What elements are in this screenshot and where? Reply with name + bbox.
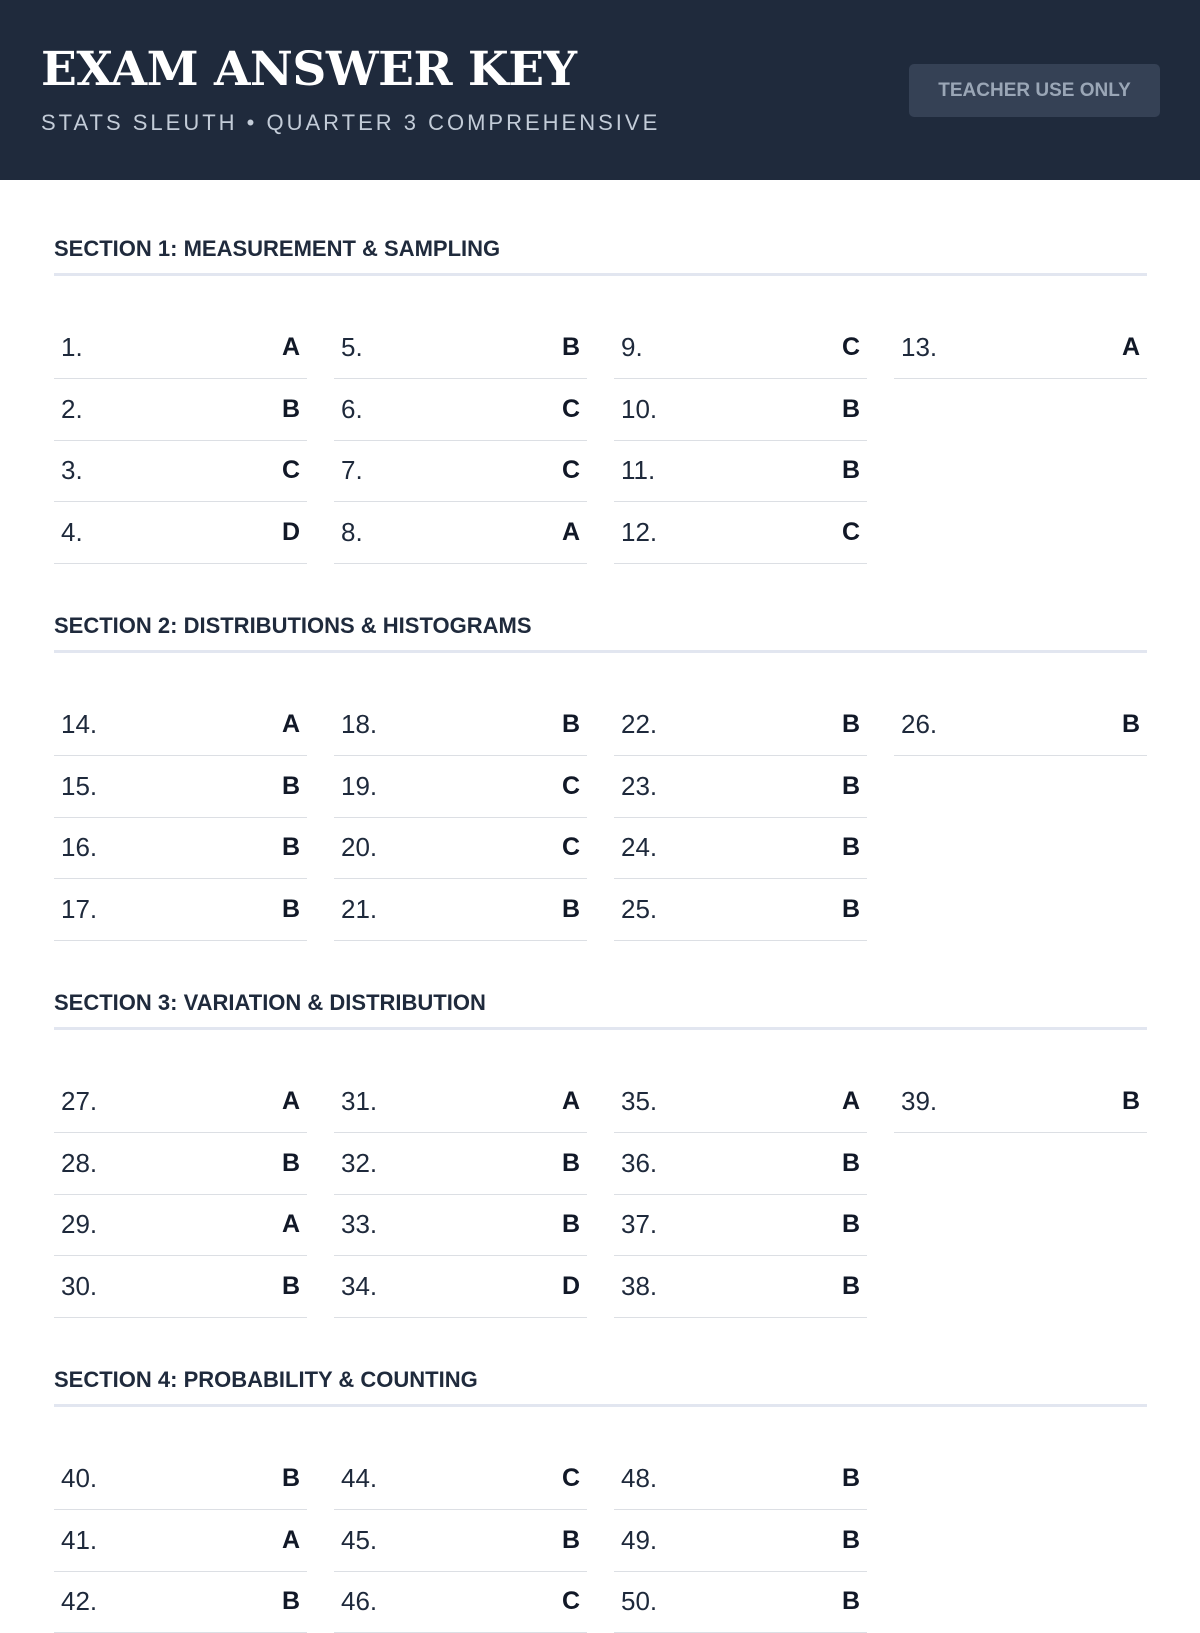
answer-row	[334, 818, 587, 879]
answer-row	[334, 1572, 587, 1633]
answer-letter: D	[281, 518, 300, 547]
answer-letter: B	[281, 895, 300, 924]
answer-letter: B	[281, 1587, 300, 1616]
answer-row	[54, 1195, 307, 1256]
question-number: 27.	[61, 1086, 98, 1116]
answer-letter: B	[841, 1464, 860, 1492]
answer-row	[614, 695, 867, 756]
answer-letter: B	[841, 1525, 860, 1554]
question-number: 14.	[61, 709, 98, 739]
answer-letter: C	[561, 833, 580, 862]
question-number: 18.	[341, 709, 378, 739]
question-number: 33.	[341, 1209, 378, 1240]
question-number: 19.	[341, 770, 378, 801]
answer-row	[614, 757, 867, 818]
question-number: 29.	[61, 1209, 98, 1240]
answer-letter: B	[561, 1210, 580, 1239]
question-number: 2.	[61, 393, 83, 424]
question-number: 31.	[341, 1086, 378, 1116]
answer-letter: A	[841, 1087, 860, 1115]
question-number: 1.	[61, 332, 83, 362]
answer-row	[894, 695, 1147, 756]
answer-letter: B	[841, 456, 860, 485]
question-number: 44.	[341, 1463, 378, 1493]
answer-letter: A	[281, 333, 300, 361]
answer-row	[614, 318, 867, 379]
answer-letter: B	[841, 394, 860, 423]
question-number: 3.	[61, 455, 83, 486]
answer-letter: C	[561, 1464, 580, 1492]
question-number: 15.	[61, 770, 98, 801]
answer-letter: B	[561, 710, 580, 738]
question-number: 21.	[341, 894, 378, 925]
question-number: 35.	[621, 1086, 658, 1116]
answer-row	[334, 880, 587, 941]
question-number: 22.	[621, 709, 658, 739]
question-number: 10.	[621, 393, 658, 424]
answer-row	[54, 441, 307, 502]
answer-letter: B	[841, 1272, 860, 1301]
answer-letter: B	[281, 1464, 300, 1492]
answer-row	[54, 1134, 307, 1195]
question-number: 26.	[901, 709, 938, 739]
answer-row	[614, 1449, 867, 1510]
question-number: 11.	[621, 455, 656, 486]
answer-row	[894, 318, 1147, 379]
question-number: 42.	[61, 1586, 98, 1617]
answer-letter: C	[841, 518, 860, 547]
answer-letter: B	[841, 710, 860, 738]
answer-letter: B	[561, 895, 580, 924]
page-title: EXAM ANSWER KEY	[41, 42, 577, 97]
section-divider	[54, 1404, 1147, 1407]
answer-row	[54, 503, 307, 564]
answer-letter: B	[1121, 710, 1140, 738]
answer-row	[614, 1257, 867, 1318]
question-number: 23.	[621, 770, 658, 801]
answer-row	[614, 1134, 867, 1195]
question-number: 16.	[61, 832, 98, 863]
section-divider	[54, 650, 1147, 653]
teacher-use-badge: TEACHER USE ONLY	[909, 64, 1160, 117]
answer-row	[614, 380, 867, 441]
answer-letter: B	[561, 1148, 580, 1177]
question-number: 12.	[621, 517, 658, 548]
answer-letter: C	[561, 771, 580, 800]
answer-row	[334, 441, 587, 502]
section-title: SECTION 2: DISTRIBUTIONS & HISTOGRAMS	[54, 613, 532, 638]
answer-row	[54, 757, 307, 818]
question-number: 9.	[621, 332, 643, 362]
question-number: 8.	[341, 517, 363, 548]
question-number: 4.	[61, 517, 83, 548]
question-number: 5.	[341, 332, 363, 362]
question-number: 28.	[61, 1147, 98, 1178]
question-number: 24.	[621, 832, 658, 863]
question-number: 37.	[621, 1209, 658, 1240]
question-number: 25.	[621, 894, 658, 925]
answer-row	[54, 695, 307, 756]
answer-letter: A	[281, 1087, 300, 1115]
question-number: 48.	[621, 1463, 658, 1493]
answer-row	[334, 1195, 587, 1256]
answer-letter: C	[561, 1587, 580, 1616]
question-number: 30.	[61, 1271, 98, 1302]
answer-row	[614, 880, 867, 941]
answer-letter: D	[561, 1272, 580, 1301]
question-number: 7.	[341, 455, 363, 486]
answer-row	[334, 1449, 587, 1510]
question-number: 20.	[341, 832, 378, 863]
section-divider	[54, 273, 1147, 276]
answer-letter: A	[281, 1210, 300, 1239]
answer-row	[334, 757, 587, 818]
answer-row	[894, 1072, 1147, 1133]
answer-row	[54, 880, 307, 941]
answer-letter: B	[841, 1148, 860, 1177]
answer-row	[54, 818, 307, 879]
answer-letter: A	[1121, 333, 1140, 361]
answer-row	[334, 1072, 587, 1133]
answer-row	[54, 1072, 307, 1133]
question-number: 36.	[621, 1147, 658, 1178]
answer-row	[614, 1572, 867, 1633]
answer-letter: B	[561, 1525, 580, 1554]
question-number: 17.	[61, 894, 98, 925]
answer-row	[614, 1511, 867, 1572]
answer-row	[614, 441, 867, 502]
section-title: SECTION 4: PROBABILITY & COUNTING	[54, 1367, 478, 1392]
header	[0, 0, 1200, 180]
answer-letter: A	[561, 1087, 580, 1115]
answer-letter: B	[281, 394, 300, 423]
answer-row	[334, 318, 587, 379]
question-number: 46.	[341, 1586, 378, 1617]
answer-letter: B	[841, 833, 860, 862]
answer-row	[334, 380, 587, 441]
answer-letter: B	[561, 333, 580, 361]
answer-letter: A	[281, 1525, 300, 1554]
answer-row	[334, 1257, 587, 1318]
question-number: 45.	[341, 1524, 378, 1555]
question-number: 39.	[901, 1086, 938, 1116]
question-number: 49.	[621, 1524, 658, 1555]
answer-row	[334, 695, 587, 756]
answer-letter: B	[281, 1272, 300, 1301]
question-number: 32.	[341, 1147, 378, 1178]
answer-letter: B	[841, 1587, 860, 1616]
answer-letter: C	[561, 394, 580, 423]
section-title: SECTION 3: VARIATION & DISTRIBUTION	[54, 990, 486, 1015]
answer-letter: B	[1121, 1087, 1140, 1115]
answer-row	[54, 1572, 307, 1633]
answer-letter: C	[561, 456, 580, 485]
answer-letter: A	[281, 710, 300, 738]
answer-row	[54, 380, 307, 441]
question-number: 50.	[621, 1586, 658, 1617]
answer-letter: B	[841, 1210, 860, 1239]
answer-row	[614, 1195, 867, 1256]
answer-row	[54, 1257, 307, 1318]
answer-row	[334, 503, 587, 564]
answer-row	[614, 1072, 867, 1133]
answer-letter: A	[561, 518, 580, 547]
answer-letter: B	[281, 833, 300, 862]
question-number: 40.	[61, 1463, 98, 1493]
answer-letter: B	[841, 771, 860, 800]
question-number: 38.	[621, 1271, 658, 1302]
answer-row	[334, 1134, 587, 1195]
answer-letter: B	[841, 895, 860, 924]
question-number: 6.	[341, 393, 363, 424]
answer-row	[54, 1511, 307, 1572]
answer-letter: B	[281, 771, 300, 800]
section-title: SECTION 1: MEASUREMENT & SAMPLING	[54, 236, 501, 261]
answer-row	[334, 1511, 587, 1572]
question-number: 13.	[901, 332, 938, 362]
question-number: 34.	[341, 1271, 378, 1302]
answer-row	[54, 318, 307, 379]
answer-row	[614, 503, 867, 564]
answer-letter: C	[281, 456, 300, 485]
answer-row	[54, 1449, 307, 1510]
question-number: 41.	[61, 1524, 98, 1555]
answer-row	[614, 818, 867, 879]
section-divider	[54, 1027, 1147, 1030]
answer-letter: B	[281, 1148, 300, 1177]
page-subtitle: STATS SLEUTH • QUARTER 3 COMPREHENSIVE	[41, 110, 661, 135]
answer-letter: C	[841, 333, 860, 361]
